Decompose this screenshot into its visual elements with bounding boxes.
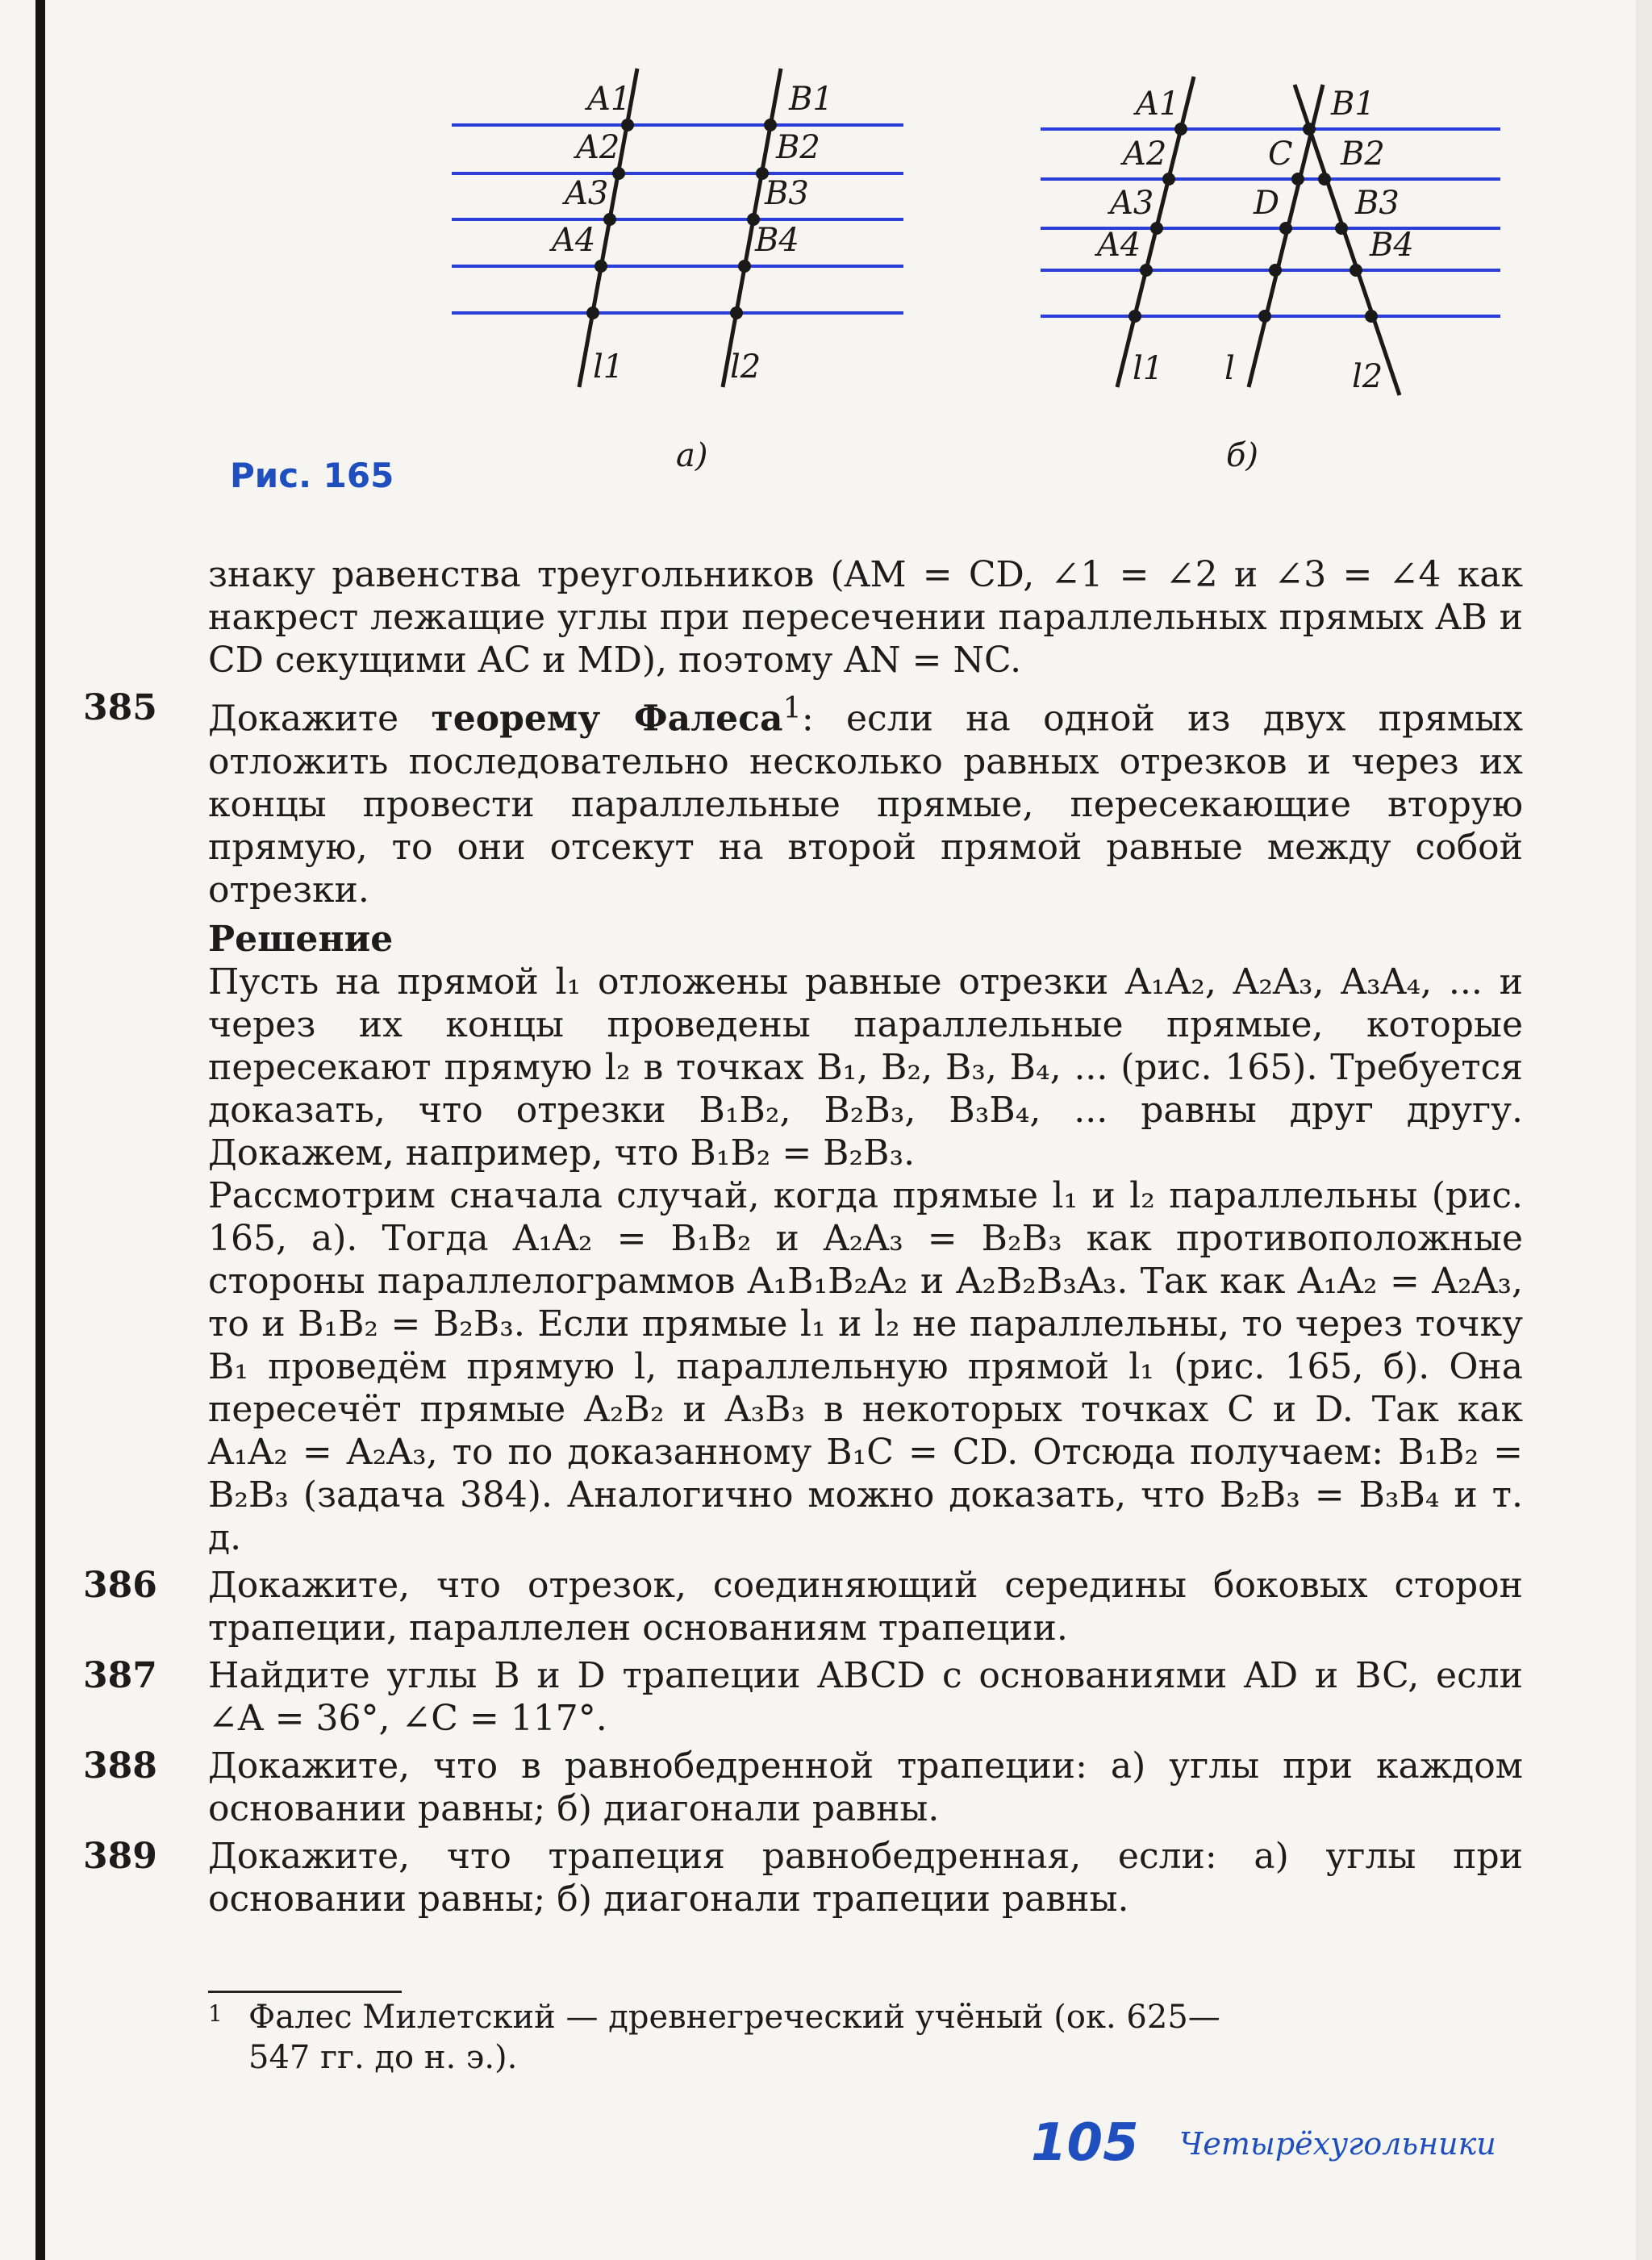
point-b-b1 — [1303, 123, 1316, 136]
figure-b — [1041, 77, 1500, 474]
solution-heading: Решение — [208, 918, 394, 960]
problem-text: Докажите, что трапеция равнобедренная, если: а) углы при основании равны; б) диагонали трапеции равны. — [208, 1835, 1523, 1920]
point-b4 — [738, 260, 751, 273]
footnote — [208, 1997, 1257, 2078]
problem-rest: : если на одной из двух прямых отложить последовательно несколько равных отрезков и через их концы провести параллельные прямые, пересекающие вторую прямую, то они отсекут на второй прямой равные между собой отрезки. — [208, 698, 1523, 911]
label-a3: A3 — [565, 175, 609, 212]
label-c: C — [1268, 136, 1293, 173]
intro-paragraph: знаку равенства треугольников (AM = CD, ∠1 = ∠2 и ∠3 = ∠4 как накрест лежащие углы при пересечении параллельных прямых AB и CD секущими AC и MD), поэтому AN = NC. — [208, 554, 1523, 681]
point-b-b3 — [1335, 222, 1348, 235]
label-b-a2: A2 — [1123, 136, 1167, 173]
label-b-l: l — [1224, 350, 1235, 387]
problem-385 — [83, 686, 1523, 911]
problem-number: 386 — [83, 1564, 157, 1606]
point-b-a3 — [1150, 222, 1163, 235]
label-b4: B4 — [755, 222, 799, 259]
label-b-a4: A4 — [1097, 227, 1141, 264]
problem-text: Докажите, что в равнобедренной трапеции: а) углы при каждом основании равны; б) диагонали равны. — [208, 1745, 1523, 1829]
problem-388 — [83, 1745, 1523, 1830]
label-b-a3: A3 — [1110, 185, 1154, 222]
footnote-divider — [208, 1991, 402, 1993]
label-b-a1: A1 — [1136, 85, 1180, 123]
sublabel-b: б) — [1226, 437, 1259, 474]
label-b-b2: B2 — [1341, 136, 1385, 173]
point-b-l-5 — [1258, 310, 1271, 323]
label-b-l1: l1 — [1133, 350, 1164, 387]
point-b-l-4 — [1269, 264, 1282, 277]
footnote-text: Фалес Милетский — древнегреческий учёный (ок. 625—547 гг. до н. э.). — [248, 1999, 1220, 2076]
figure-a — [452, 69, 903, 474]
footnote-marker: 1 — [208, 2000, 223, 2027]
label-a4: A4 — [552, 222, 596, 259]
problem-text — [208, 686, 1523, 911]
main-text — [83, 553, 1523, 1920]
label-a1: A1 — [587, 81, 632, 118]
solution-paragraph-1: Пусть на прямой l₁ отложены равные отрезки A₁A₂, A₂A₃, A₃A₄, ... и через их концы проведены параллельные прямые, которые пересекают прямую l₂ в точках B₁, B₂, B₃, B₄, ... (рис. 165). Требуется доказать, что отрезки B₁B₂, B₂B₃, B₃B₄, ... равны друг другу. Докажем, например, что B₁B₂ = B₂B₃. — [208, 961, 1523, 1174]
point-b-a2 — [1162, 173, 1175, 186]
problem-number: 387 — [83, 1654, 157, 1696]
point-b-b2 — [1318, 173, 1331, 186]
point-b5 — [730, 306, 743, 319]
point-a4 — [594, 260, 607, 273]
point-b-a1 — [1174, 123, 1187, 136]
figure-caption: Рис. 165 — [230, 456, 394, 495]
problem-text: Найдите углы B и D трапеции ABCD с основаниями AD и BC, если ∠A = 36°, ∠C = 117°. — [208, 1654, 1523, 1739]
label-l2: l2 — [730, 348, 761, 386]
label-a2: A2 — [576, 129, 620, 166]
label-b-b3: B3 — [1355, 185, 1400, 222]
problem-text: Докажите, что отрезок, соединяющий середины боковых сторон трапеции, параллелен основаниям трапеции. — [208, 1564, 1523, 1649]
problem-386 — [83, 1564, 1523, 1649]
solution-paragraph-2: Рассмотрим сначала случай, когда прямые l₁ и l₂ параллельны (рис. 165, а). Тогда A₁A₂ = B₁B₂ и A₂A₃ = B₂B₃ как противоположные стороны параллелограммов A₁B₁B₂A₂ и A₂B₂B₃A₃. Так как A₁A₂ = A₂A₃, то и B₁B₂ = B₂B₃. Если прямые l₁ и l₂ не параллельны, то через точку B₁ проведём прямую l, параллельную прямой l₁ (рис. 165, б). Она пересечёт прямые A₂B₂ и A₃B₃ в некоторых точках C и D. Так как A₁A₂ = A₂A₃, то по доказанному B₁C = CD. Отсюда получаем: B₁B₂ = B₂B₃ (задача 384). Аналогично можно доказать, что B₂B₃ = B₃B₄ и т. д. — [208, 1174, 1523, 1558]
theorem-name: теорему Фалеса — [431, 698, 783, 740]
label-b-b1: B1 — [1331, 85, 1375, 123]
problem-number: 388 — [83, 1745, 157, 1787]
point-a5 — [586, 306, 599, 319]
point-b-b4 — [1350, 264, 1362, 277]
point-b-a4 — [1140, 264, 1153, 277]
point-a2 — [612, 167, 625, 180]
label-b2: B2 — [776, 129, 820, 166]
problem-number: 389 — [83, 1835, 157, 1877]
problem-389 — [83, 1835, 1523, 1920]
problem-387 — [83, 1654, 1523, 1740]
label-d: D — [1254, 185, 1280, 222]
problem-number: 385 — [83, 687, 157, 728]
label-l1: l1 — [593, 348, 624, 386]
sublabel-a: а) — [676, 437, 708, 474]
figure-165 — [0, 0, 1652, 516]
problem-lead: Докажите — [208, 698, 432, 740]
point-c — [1291, 173, 1304, 186]
footnote-ref: 1 — [782, 690, 802, 725]
page-number: 105 — [1031, 2113, 1139, 2173]
point-d — [1279, 222, 1292, 235]
point-a1 — [621, 119, 634, 131]
label-b1: B1 — [789, 81, 833, 118]
point-b1 — [764, 119, 777, 131]
point-b-b5 — [1365, 310, 1378, 323]
chapter-title: Четырёхугольники — [1179, 2126, 1496, 2162]
point-b-a5 — [1128, 310, 1141, 323]
label-b-b4: B4 — [1370, 227, 1414, 264]
label-b-l2: l2 — [1352, 358, 1383, 395]
point-a3 — [603, 213, 616, 226]
label-b3: B3 — [765, 175, 809, 212]
